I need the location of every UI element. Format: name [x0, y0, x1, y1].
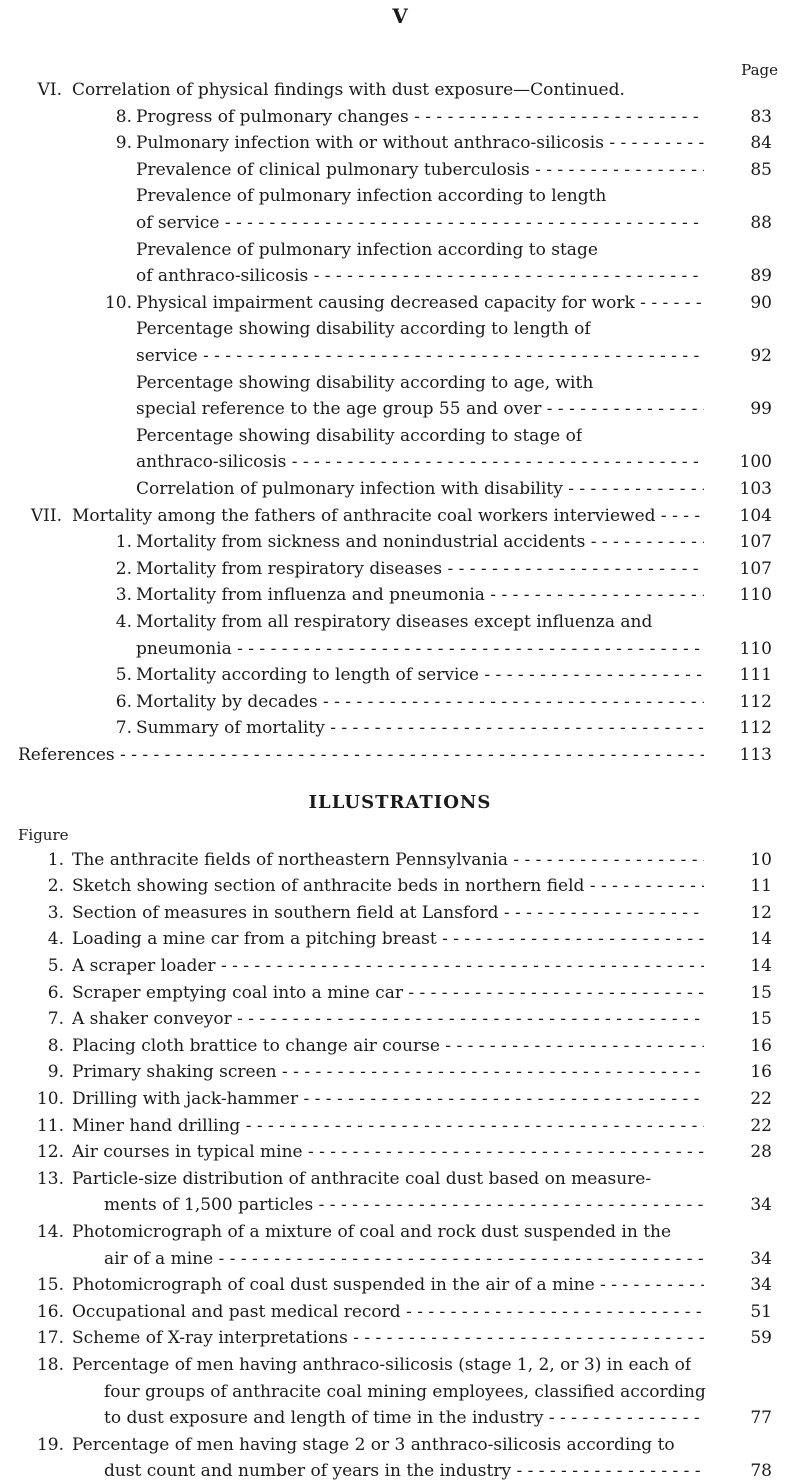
illustrations-item-page: 22	[750, 1089, 772, 1109]
illustrations-title: ILLUSTRATIONS	[308, 791, 492, 813]
section_vi-item	[0, 397, 800, 421]
illustrations-item-number: 11.	[36, 1115, 64, 1136]
illustrations-item-page: 14	[750, 929, 772, 950]
illustrations-item-text: Photomicrograph of a mixture of coal and rock dust suspended in the	[72, 1222, 672, 1242]
section-vi-heading	[0, 78, 800, 102]
illustrations-item	[0, 1220, 800, 1244]
illustrations-item-text: Drilling with jack-hammer - - -	[72, 1087, 704, 1111]
section_vi-item-text: Prevalence of clinical pulmonary tuberculosis - - -	[136, 158, 704, 182]
illustrations-item-text: Photomicrograph of coal dust suspended in the air of a mine - - -	[72, 1273, 704, 1297]
illustrations-item-text: dust count and number of years in the industry - - -	[104, 1459, 704, 1483]
section_vii-item	[0, 557, 800, 581]
illustrations-item-text: Loading a mine car from a pitching breast - - -	[72, 927, 704, 951]
illustrations-item	[0, 1247, 800, 1271]
illustrations-item-number: 13.	[36, 1168, 64, 1189]
illustrations-item-page: 28	[750, 1142, 772, 1163]
illustrations-item-page: 15	[750, 1009, 772, 1030]
section_vii-item-page: 110	[739, 638, 772, 659]
illustrations-item	[0, 1406, 800, 1430]
section_vii-item	[0, 663, 800, 687]
section_vi-item-page: 92	[750, 346, 772, 366]
section_vii-item-text: Mortality by decades - - -	[136, 690, 704, 714]
illustrations-item-page: 10	[750, 849, 772, 870]
illustrations-item-text: Scraper emptying coal into a mine car - - -	[72, 981, 704, 1005]
section-vii-heading-number: VII.	[30, 505, 62, 526]
section_vi-item	[0, 105, 800, 129]
section_vi-item-text: Percentage showing disability according to age, with	[136, 372, 594, 393]
illustrations-item-number: 19.	[36, 1434, 64, 1455]
illustrations-item-number: 5.	[47, 956, 64, 976]
illustrations-item-number: 16.	[36, 1301, 64, 1322]
illustrations-item-number: 4.	[47, 929, 64, 950]
illustrations-item-number: 3.	[47, 902, 64, 923]
section_vi-item-page: 89	[750, 266, 772, 287]
illustrations-item	[0, 1380, 800, 1404]
illustrations-item-page: 16	[750, 1062, 772, 1083]
section_vii-item-number: 5.	[115, 665, 132, 686]
illustrations-item-text: four groups of anthracite coal mining employees, classified according	[104, 1381, 706, 1402]
section_vii-item-text: Mortality according to length of service - - -	[136, 663, 704, 687]
section_vi-item	[0, 424, 800, 448]
illustrations-item-number: 15.	[36, 1275, 64, 1296]
illustrations-item	[0, 874, 800, 898]
section_vi-item-number: 10.	[104, 292, 132, 313]
section_vii-item-text: Mortality from all respiratory diseases except influenza and	[136, 612, 653, 632]
illustrations-item-text: air of a mine - - -	[104, 1247, 704, 1271]
illustrations-item-page: 78	[750, 1461, 772, 1482]
illustrations-item	[0, 1326, 800, 1350]
section_vii-item	[0, 637, 800, 661]
illustrations-item-text: Percentage of men having stage 2 or 3 anthraco-silicosis according to	[72, 1434, 675, 1455]
illustrations-item	[0, 1060, 800, 1084]
illustrations-item	[0, 1140, 800, 1164]
section_vi-item-number: 8.	[115, 106, 132, 127]
illustrations-item-number: 2.	[47, 876, 64, 897]
section_vii-item-number: 3.	[115, 585, 132, 606]
illustrations-item-page: 34	[750, 1195, 772, 1216]
section_vi-item	[0, 291, 800, 315]
section_vi-item-text: Percentage showing disability according to stage of	[136, 425, 583, 446]
illustrations-item-page: 22	[750, 1115, 772, 1136]
illustrations-item	[0, 981, 800, 1005]
section_vi-item-text: Physical impairment causing decreased capacity for work - - -	[136, 291, 704, 315]
section_vii-item-number: 1.	[115, 532, 132, 553]
illustrations-item-text: ments of 1,500 particles - - -	[104, 1193, 704, 1217]
illustrations-item-text: The anthracite fields of northeastern Pennsylvania - - -	[72, 848, 704, 872]
illustrations-item-text: to dust exposure and length of time in the industry - - -	[104, 1406, 704, 1430]
section_vi-item-text: of anthraco-silicosis - - -	[136, 264, 704, 288]
illustrations-item	[0, 927, 800, 951]
illustrations-item	[0, 1193, 800, 1217]
section_vi-item-page: 85	[750, 159, 772, 180]
section_vii-item-page: 110	[739, 585, 772, 606]
section_vi-item	[0, 264, 800, 288]
illustrations-item	[0, 1167, 800, 1191]
illustrations-item-text: Occupational and past medical record - - -	[72, 1300, 704, 1324]
section_vii-item-text: Mortality from sickness and nonindustrial accidents - - -	[136, 530, 704, 554]
section_vi-item-text: special reference to the age group 55 and over - - -	[136, 397, 704, 421]
illustrations-item-text: A shaker conveyor - - -	[72, 1007, 704, 1031]
illustrations-item-text: Sketch showing section of anthracite beds in northern field - - -	[72, 874, 704, 898]
section_vii-item-text: Mortality from respiratory diseases - - -	[136, 557, 704, 581]
section_vi-item-number: 9.	[115, 133, 132, 154]
section_vii-item	[0, 530, 800, 554]
section_vii-item	[0, 583, 800, 607]
section_vii-item-number: 7.	[115, 718, 132, 739]
illustrations-item-page: 15	[750, 982, 772, 1003]
illustrations-item-number: 9.	[47, 1062, 64, 1083]
section_vi-item-text: Correlation of pulmonary infection with disability - - -	[136, 477, 704, 501]
illustrations-item	[0, 848, 800, 872]
illustrations-item	[0, 1300, 800, 1324]
illustrations-item	[0, 1273, 800, 1297]
illustrations-item-number: 17.	[36, 1328, 64, 1349]
section_vi-item	[0, 211, 800, 235]
section_vi-item-text: Pulmonary infection with or without anthraco-silicosis - - -	[136, 131, 704, 155]
section_vi-item	[0, 344, 800, 368]
section_vi-item-page: 90	[750, 292, 772, 313]
figure-label: Figure	[18, 825, 69, 844]
section_vii-item	[0, 716, 800, 740]
illustrations-item-page: 51	[750, 1301, 772, 1322]
illustrations-item	[0, 1114, 800, 1138]
illustrations-item-number: 8.	[47, 1035, 64, 1056]
illustrations-item	[0, 1034, 800, 1058]
section_vii-item	[0, 690, 800, 714]
section_vii-item-page: 112	[739, 691, 772, 712]
section_vi-item-page: 83	[750, 106, 772, 127]
illustrations-item-text: Particle-size distribution of anthracite coal dust based on measure-	[72, 1168, 652, 1189]
references-entry-text: References - - -	[18, 743, 704, 767]
section_vii-item-number: 2.	[115, 558, 132, 579]
illustrations-item-text: A scraper loader - - -	[72, 954, 704, 978]
page-header-mark: V	[392, 4, 408, 28]
illustrations-item	[0, 1007, 800, 1031]
section_vi-item-page: 99	[750, 399, 772, 420]
illustrations-item-text: Miner hand drilling - - -	[72, 1114, 704, 1138]
illustrations-item-page: 59	[750, 1328, 772, 1349]
section_vi-item-text: Prevalence of pulmonary infection according to stage	[136, 239, 598, 260]
illustrations-item-page: 11	[750, 876, 772, 897]
illustrations-item-number: 1.	[47, 849, 64, 870]
section_vi-item	[0, 131, 800, 155]
illustrations-item-text: Placing cloth brattice to change air course - - -	[72, 1034, 704, 1058]
section_vi-item-text: Prevalence of pulmonary infection according to length	[136, 186, 607, 207]
section_vii-item-page: 111	[739, 665, 772, 686]
section_vi-item-page: 103	[739, 479, 772, 499]
illustrations-item-page: 77	[750, 1408, 772, 1429]
illustrations-item-page: 12	[750, 902, 772, 923]
section_vii-item-text: Summary of mortality - - -	[136, 716, 704, 740]
section-vi-heading-number: VI.	[37, 80, 62, 100]
illustrations-item-text: Percentage of men having anthraco-silicosis (stage 1, 2, or 3) in each of	[72, 1355, 692, 1375]
illustrations-item-number: 10.	[36, 1089, 64, 1109]
illustrations-item-page: 34	[750, 1248, 772, 1269]
section_vi-item	[0, 371, 800, 395]
illustrations-item-text: Primary shaking screen - - -	[72, 1060, 704, 1084]
section_vi-item	[0, 317, 800, 341]
illustrations-item	[0, 1459, 800, 1483]
illustrations-item-text: Scheme of X-ray interpretations - - -	[72, 1326, 704, 1350]
section_vi-item	[0, 158, 800, 182]
references-entry	[0, 743, 800, 767]
section_vii-item-page: 107	[739, 532, 772, 553]
section_vi-item-text: anthraco-silicosis - - -	[136, 450, 704, 474]
illustrations-item-number: 7.	[47, 1009, 64, 1030]
section_vii-item	[0, 610, 800, 634]
page-column-label: Page	[741, 61, 778, 79]
section-vi-heading-text: Correlation of physical findings with dust exposure—Continued.	[72, 80, 625, 100]
section_vi-item-page: 84	[750, 133, 772, 154]
section-vii-heading-text: Mortality among the fathers of anthracite coal workers interviewed - - -	[72, 504, 704, 528]
references-entry-page: 113	[739, 745, 772, 765]
illustrations-item	[0, 954, 800, 978]
section_vi-item	[0, 477, 800, 501]
section_vii-item-number: 4.	[115, 612, 132, 632]
section_vii-item-text: pneumonia - - -	[136, 637, 704, 661]
section_vii-item-page: 112	[739, 718, 772, 739]
illustrations-item	[0, 1087, 800, 1111]
section_vi-item-text: of service - - -	[136, 211, 704, 235]
section_vii-item-page: 107	[739, 558, 772, 579]
illustrations-item-page: 16	[750, 1035, 772, 1056]
section_vi-item-text: Percentage showing disability according to length of	[136, 319, 591, 340]
illustrations-item-number: 12.	[36, 1142, 64, 1163]
section_vi-item	[0, 450, 800, 474]
section_vi-item-page: 88	[750, 213, 772, 233]
section_vi-item	[0, 184, 800, 208]
section_vi-item-text: service - - -	[136, 344, 704, 368]
illustrations-item-page: 34	[750, 1275, 772, 1296]
section_vi-item	[0, 238, 800, 262]
illustrations-item-number: 14.	[36, 1222, 64, 1242]
illustrations-item	[0, 901, 800, 925]
section_vii-item-number: 6.	[115, 691, 132, 712]
illustrations-item-number: 18.	[36, 1355, 64, 1375]
section_vii-item-text: Mortality from influenza and pneumonia - - -	[136, 583, 704, 607]
illustrations-item-page: 14	[750, 956, 772, 976]
section_vi-item-text: Progress of pulmonary changes - - -	[136, 105, 704, 129]
illustrations-item-text: Air courses in typical mine - - -	[72, 1140, 704, 1164]
illustrations-item-number: 6.	[47, 982, 64, 1003]
illustrations-item	[0, 1433, 800, 1457]
section-vii-heading-page: 104	[739, 505, 772, 526]
illustrations-item-text: Section of measures in southern field at Lansford - - -	[72, 901, 704, 925]
section-vii-heading	[0, 504, 800, 528]
section_vi-item-page: 100	[739, 452, 772, 473]
